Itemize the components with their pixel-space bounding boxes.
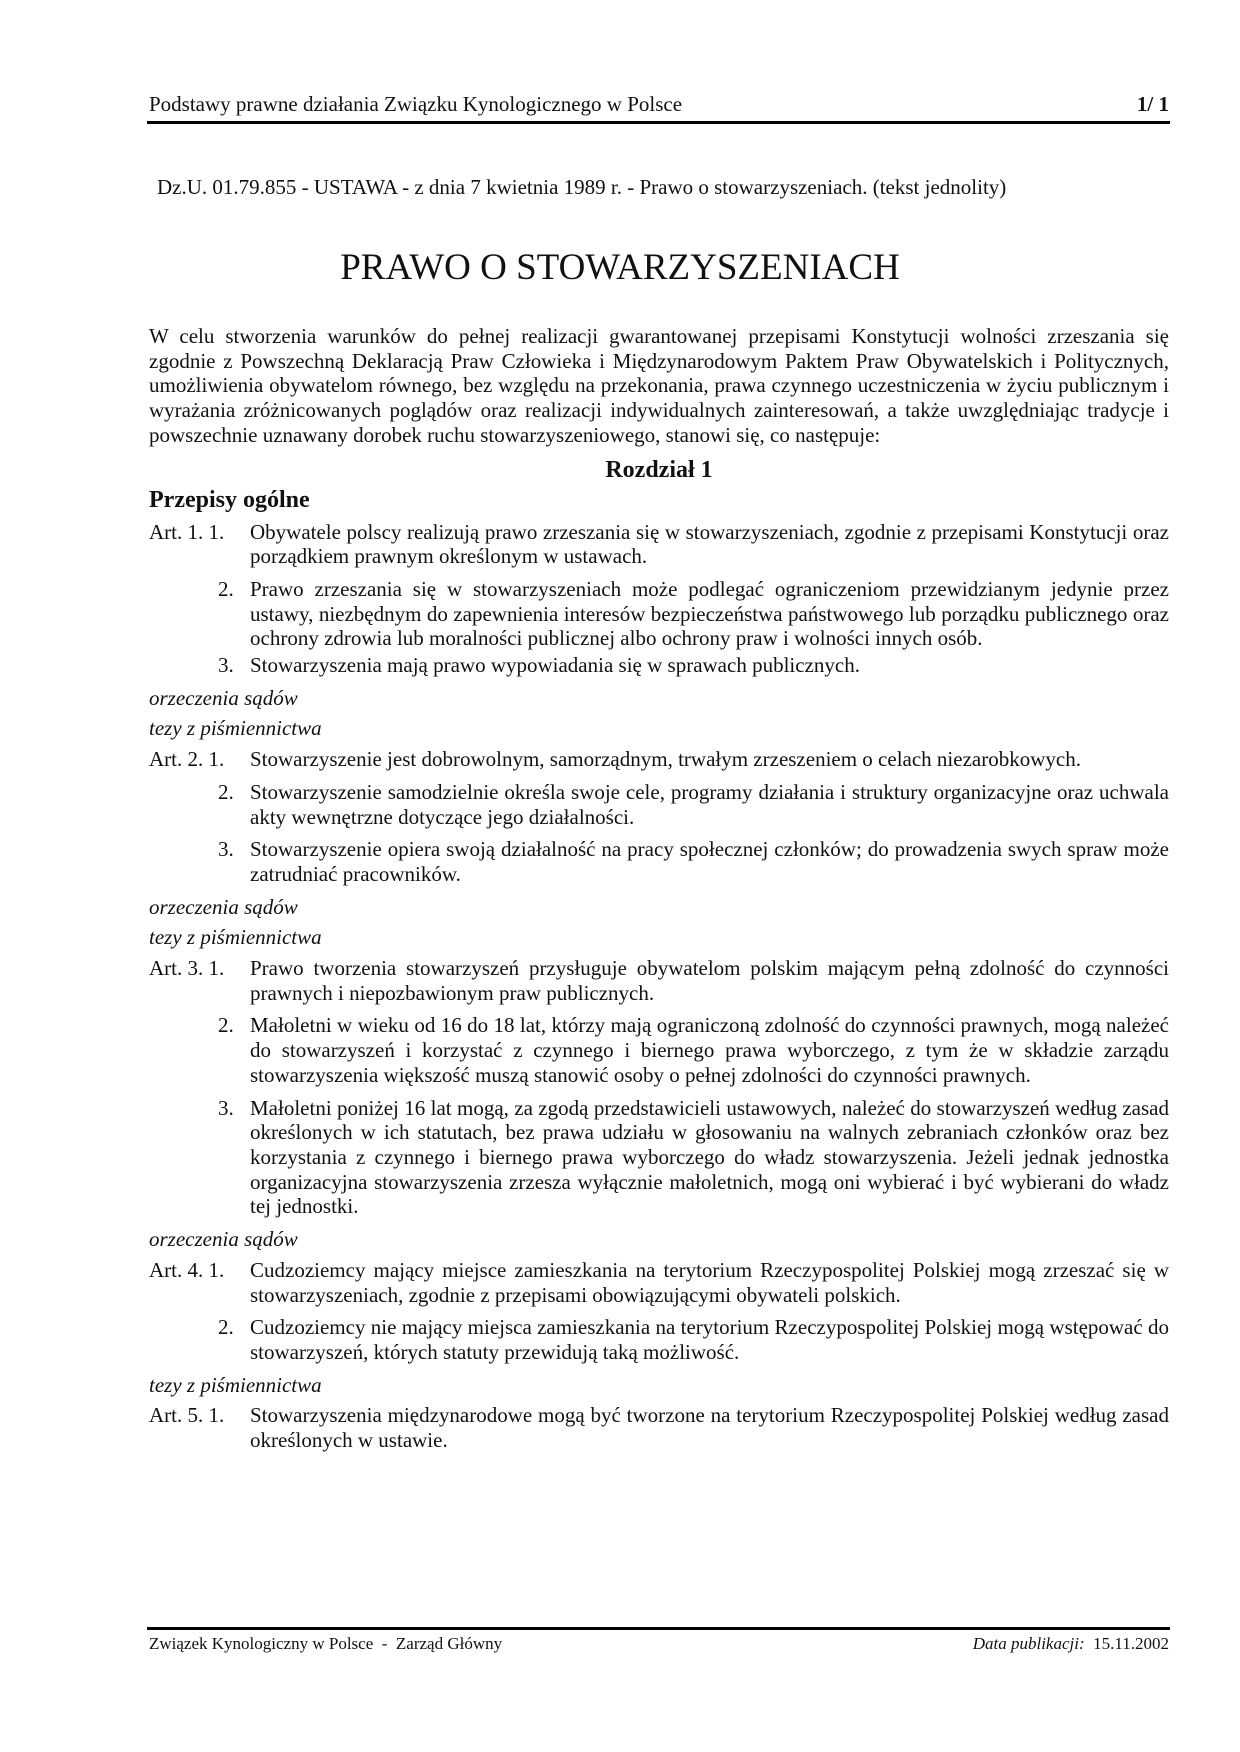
article-4 (149, 1258, 1169, 1307)
article-item (149, 1096, 1169, 1220)
footer-divider (147, 1627, 1170, 1630)
document-title: PRAWO O STOWARZYSZENIACH (340, 247, 900, 288)
article-text: Stowarzyszenie opiera swoją działalność na pracy społecznej członków; do prowadzenia swych spraw może zatrudniać pracowników. (250, 837, 1169, 886)
article-2 (149, 747, 1169, 772)
article-text: Małoletni w wieku od 16 do 18 lat, którzy mają ograniczoną zdolność do czynności prawnych, mogą należeć do stowarzyszeń i korzystać z czynnego i biernego prawa wyborczego, z tym że w składzie zarządu stowarzyszenia większość muszą stanowić osoby o pełnej zdolności do czynności prawnych. (250, 1013, 1169, 1087)
article-text: Stowarzyszenia międzynarodowe mogą być tworzone na terytorium Rzeczypospolitej Polskiej według zasad określonych w ustawie. (250, 1403, 1169, 1453)
item-number: 3. (218, 1095, 234, 1120)
page-header (149, 92, 1169, 117)
article-label: Art. 3. 1. (149, 956, 225, 981)
article-text: Małoletni poniżej 16 lat mogą, za zgodą przedstawicieli ustawowych, należeć do stowarzyszeń według zasad określonych w ich statutach, bez prawa udziału w głosowaniu na walnych zebraniach członków oraz bez korzystania z czynnego i biernego prawa wyborczego do władz stowarzyszenia. Jeżeli jednak jednostka organizacyjna stowarzyszenia zrzesza wyłącznie małoletnich, mogą oni wybierać i być wybierani do władz tej jednostki. (250, 1095, 1169, 1219)
article-label: Art. 2. 1. (149, 747, 225, 772)
article-item (149, 837, 1169, 886)
item-number: 2. (218, 1315, 234, 1340)
article-text: Obywatele polscy realizują prawo zrzeszania się w stowarzyszeniach, zgodnie z przepisami Konstytucji oraz porządkiem prawnym określonym w ustawach. (250, 519, 1169, 569)
article-text: Stowarzyszenie jest dobrowolnym, samorządnym, trwałym zrzeszeniem o celach niezarobkowych. (250, 747, 1081, 772)
court-rulings-link[interactable]: orzeczenia sądów (149, 685, 298, 710)
publication-date-label: Data publikacji: (972, 1634, 1085, 1653)
header-divider (147, 121, 1170, 124)
article-item (149, 1315, 1169, 1364)
publication-date: 15.11.2002 (1093, 1634, 1169, 1653)
item-number: 3. (218, 837, 234, 862)
preamble: W celu stworzenia warunków do pełnej realizacji gwarantowanej przepisami Konstytucji wolności zrzeszania się zgodnie z Powszechną Deklaracją Praw Człowieka i Międzynarodowym Paktem Praw Obywatelskich i Politycznych, umożliwienia obywatelom równego, bez względu na przekonania, prawa czynnego uczestniczenia w życiu publicznym i wyrażania zróżnicowanych poglądów oraz realizacji indywidualnych zainteresowań, a także uwzględniając tradycje i powszechnie uznawany dorobek ruchu stowarzyszeniowego, stanowi się, co następuje: (149, 324, 1169, 447)
literature-theses-link[interactable]: tezy z piśmiennictwa (149, 716, 322, 741)
court-rulings-link[interactable]: orzeczenia sądów (149, 894, 298, 919)
literature-theses-link[interactable]: tezy z piśmiennictwa (149, 1372, 322, 1397)
page-footer (149, 1634, 1169, 1654)
article-item (149, 1013, 1169, 1087)
page-number: 1/ 1 (1136, 92, 1169, 116)
article-text: Stowarzyszenie samodzielnie określa swoje cele, programy działania i struktury organizacyjne oraz uchwala akty wewnętrzne dotyczące jego działalności. (250, 779, 1169, 829)
article-item (149, 653, 1169, 678)
item-number: 3. (218, 653, 234, 678)
article-5 (149, 1403, 1169, 1452)
article-text: Prawo zrzeszania się w stowarzyszeniach może podlegać ograniczeniom przewidzianym jedynie przez ustawy, niezbędnym do zapewnienia interesów bezpieczeństwa państwowego lub porządku publicznego oraz ochrony zdrowia lub moralności publicznej albo ochrony praw i wolności innych osób. (250, 576, 1169, 651)
article-item (149, 780, 1169, 829)
article-item (149, 577, 1169, 651)
article-text: Stowarzyszenia mają prawo wypowiadania się w sprawach publicznych. (250, 653, 860, 678)
literature-theses-link[interactable]: tezy z piśmiennictwa (149, 925, 322, 950)
section-heading: Przepisy ogólne (149, 486, 310, 513)
header-title: Podstawy prawne działania Związku Kynologicznego w Polsce (149, 92, 683, 116)
item-number: 2. (218, 779, 234, 804)
article-3 (149, 956, 1169, 1005)
item-number: 2. (218, 1013, 234, 1038)
source-reference: Dz.U. 01.79.855 - USTAWA - z dnia 7 kwietnia 1989 r. - Prawo o stowarzyszeniach. (tekst jednolity) (157, 175, 1007, 199)
footer-organization: Związek Kynologiczny w Polsce - Zarząd Główny (149, 1634, 503, 1653)
court-rulings-link[interactable]: orzeczenia sądów (149, 1227, 298, 1252)
article-text: Cudzoziemcy nie mający miejsca zamieszkania na terytorium Rzeczypospolitej Polskiej mogą wstępować do stowarzyszeń, których statuty przewidują taką możliwość. (250, 1315, 1169, 1364)
document-body (149, 324, 1169, 1453)
article-label: Art. 4. 1. (149, 1257, 225, 1282)
chapter-heading: Rozdział 1 (605, 456, 713, 483)
article-label: Art. 1. 1. (149, 519, 225, 544)
article-label: Art. 5. 1. (149, 1403, 225, 1428)
item-number: 2. (218, 576, 234, 601)
article-text: Cudzoziemcy mający miejsce zamieszkania na terytorium Rzeczypospolitej Polskiej mogą zrzeszać się w stowarzyszeniach, zgodnie z przepisami obowiązującymi obywateli polskich. (250, 1257, 1169, 1307)
article-text: Prawo tworzenia stowarzyszeń przysługuje obywatelom polskim mającym pełną zdolność do czynności prawnych i niepozbawionym praw publicznych. (250, 956, 1169, 1005)
article-1 (149, 520, 1169, 569)
